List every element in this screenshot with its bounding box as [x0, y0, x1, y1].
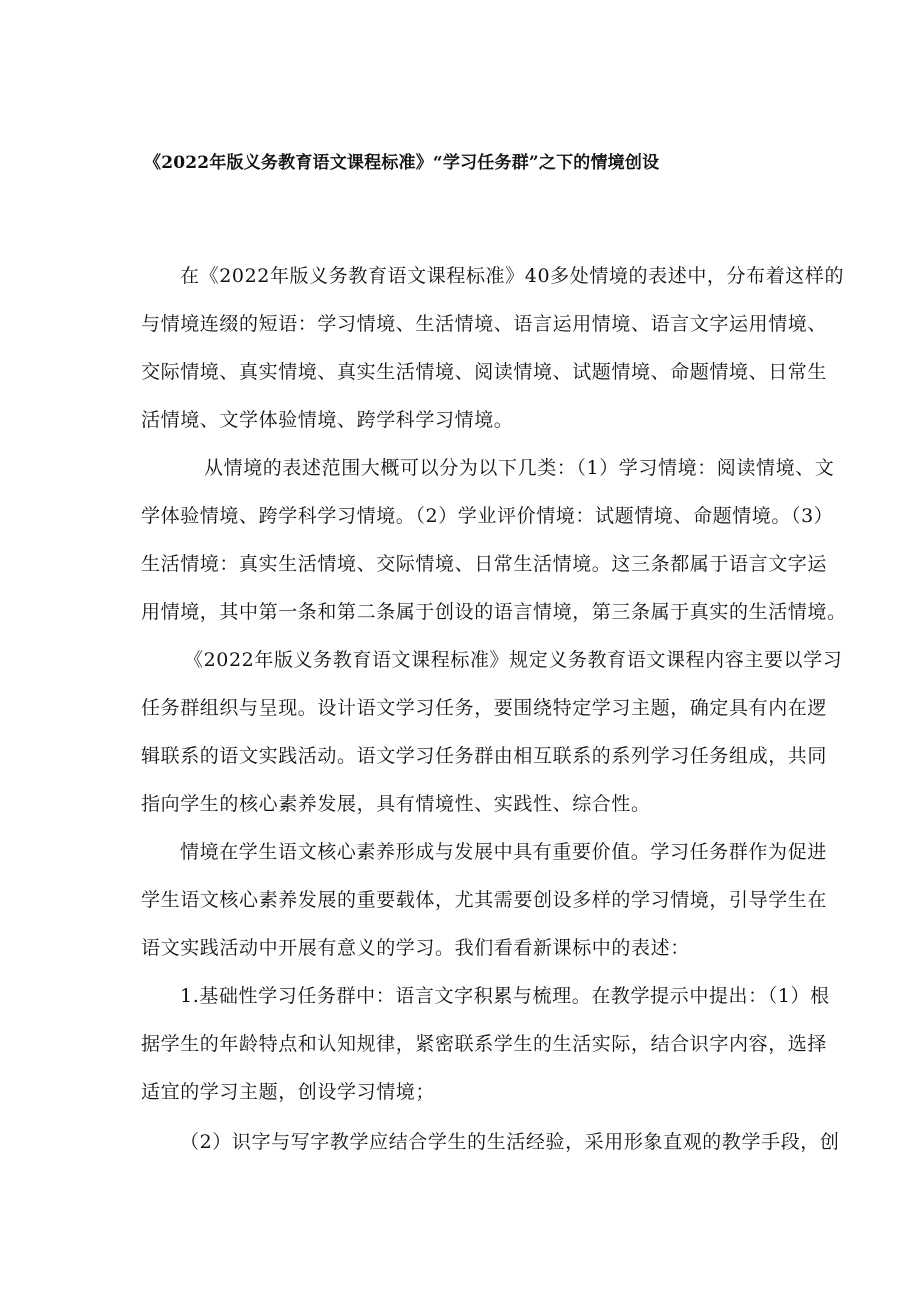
paragraph-line: 与情境连缀的短语：学习情境、生活情境、语言运用情境、语言文字运用情境、 — [141, 313, 828, 335]
paragraph-line: 学体验情境、跨学科学习情境。（2）学业评价情境：试题情境、命题情境。（3） — [141, 505, 834, 527]
paragraph-line: 用情境，其中第一条和第二条属于创设的语言情境，第三条属于真实的生活情境。 — [141, 601, 847, 623]
paragraph-line: 据学生的年龄特点和认知规律，紧密联系学生的生活实际，结合识字内容，选择 — [141, 1033, 828, 1055]
paragraph-line: 语文实践活动中开展有意义的学习。我们看看新课标中的表述： — [141, 937, 690, 959]
paragraph-line: 指向学生的核心素养发展，具有情境性、实践性、综合性。 — [141, 793, 651, 815]
paragraph-line: （2）识字与写字教学应结合学生的生活经验，采用形象直观的教学手段，创 — [180, 1131, 840, 1153]
paragraph-line: 《2022年版义务教育语文课程标准》规定义务教育语文课程内容主要以学习 — [184, 649, 843, 671]
paragraph-line: 活情境、文学体验情境、跨学科学习情境。 — [141, 409, 514, 431]
paragraph-line: 情境在学生语文核心素养形成与发展中具有重要价值。学习任务群作为促进 — [180, 841, 827, 863]
paragraph-line: 辑联系的语文实践活动。语文学习任务群由相互联系的系列学习任务组成，共同 — [141, 745, 828, 767]
document-title: 《2022年版义务教育语文课程标准》“学习任务群”之下的情境创设 — [144, 153, 660, 173]
paragraph-line: 1.基础性学习任务群中：语言文字积累与梳理。在教学提示中提出：（1）根 — [180, 985, 830, 1007]
paragraph-line: 生活情境：真实生活情境、交际情境、日常生活情境。这三条都属于语言文字运 — [141, 553, 828, 575]
paragraph-line: 任务群组织与呈现。设计语文学习任务，要围绕特定学习主题，确定具有内在逻 — [141, 697, 828, 719]
paragraph-line: 适宜的学习主题，创设学习情境； — [141, 1081, 436, 1103]
paragraph-line: 从情境的表述范围大概可以分为以下几类：（1）学习情境：阅读情境、文 — [204, 457, 835, 479]
paragraph-line: 学生语文核心素养发展的重要载体，尤其需要创设多样的学习情境，引导学生在 — [141, 889, 828, 911]
paragraph-line: 交际情境、真实情境、真实生活情境、阅读情境、试题情境、命题情境、日常生 — [141, 361, 828, 383]
paragraph-line: 在《2022年版义务教育语文课程标准》40多处情境的表述中，分布着这样的 — [180, 265, 845, 287]
